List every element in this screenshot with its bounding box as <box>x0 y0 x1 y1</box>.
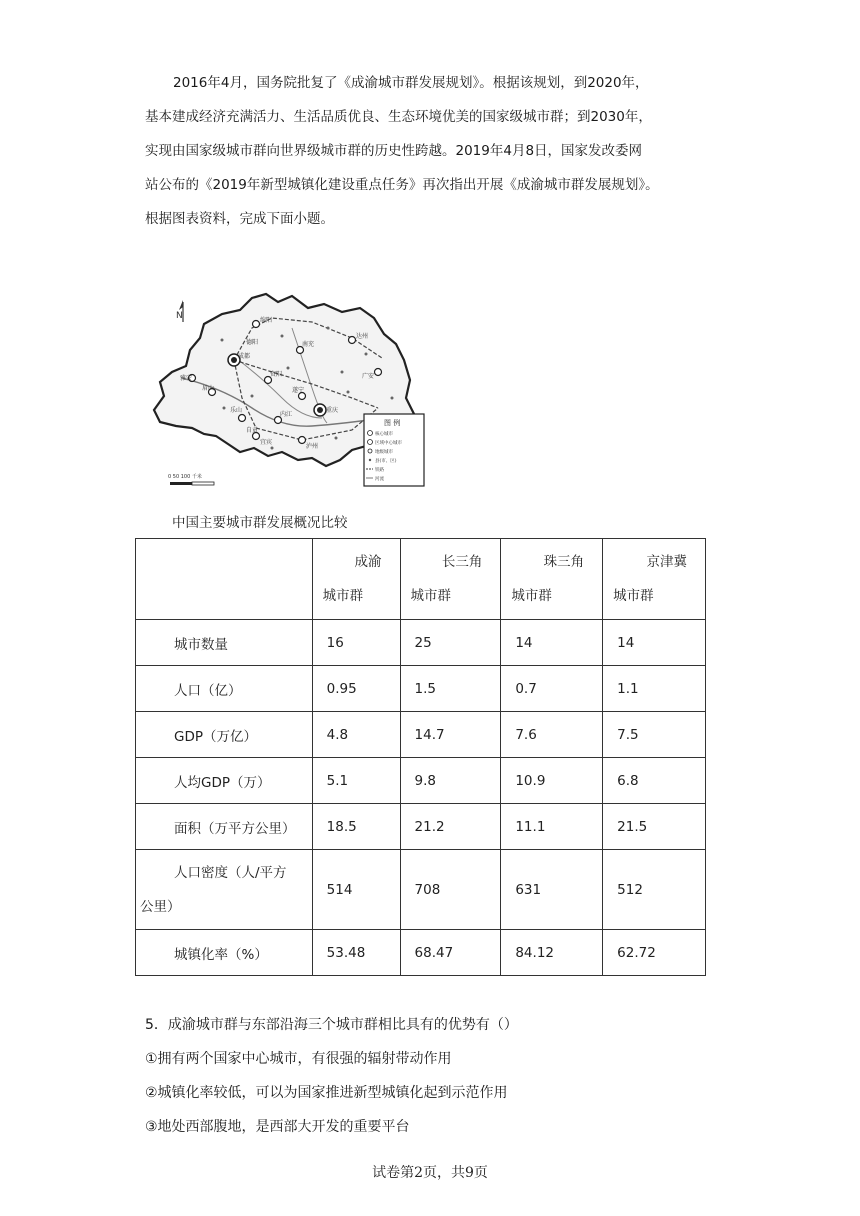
table-cell: 1.5 <box>400 666 501 712</box>
map-figure <box>152 288 437 496</box>
svg-text:雅安: 雅安 <box>180 375 193 382</box>
table-cell: 14 <box>501 620 603 666</box>
table-cell: 84.12 <box>501 930 603 976</box>
row-label: GDP（万亿） <box>136 712 313 758</box>
table-cell: 0.7 <box>501 666 603 712</box>
table-cell: 1.1 <box>603 666 706 712</box>
table-row <box>136 620 706 666</box>
legend-title: 图 例 <box>384 419 401 427</box>
table-cell: 21.5 <box>603 804 706 850</box>
table-cell: 7.5 <box>603 712 706 758</box>
svg-text:地级城市: 地级城市 <box>375 450 393 455</box>
row-label: 人口密度（人/平方 公里） <box>136 850 313 930</box>
svg-text:广安: 广安 <box>362 373 375 380</box>
svg-text:乐山: 乐山 <box>230 407 243 414</box>
table-cell: 11.1 <box>501 804 603 850</box>
table-row <box>136 930 706 976</box>
page-footer: 试卷第2页，共9页 <box>372 1165 488 1181</box>
header-cell: 成渝 城市群 <box>312 539 400 620</box>
svg-text:南充: 南充 <box>302 341 315 348</box>
row-label: 城市数量 <box>136 620 313 666</box>
table-cell: 631 <box>501 850 603 930</box>
header-corner-cell <box>136 539 313 620</box>
table-cell: 708 <box>400 850 501 930</box>
table-cell: 9.8 <box>400 758 501 804</box>
question-option: ①拥有两个国家中心城市，有很强的辐射带动作用 <box>145 1051 452 1067</box>
table-cell: 53.48 <box>312 930 400 976</box>
table-cell: 10.9 <box>501 758 603 804</box>
svg-text:成都: 成都 <box>238 353 251 360</box>
svg-text:眉山: 眉山 <box>202 385 215 392</box>
table-cell: 21.2 <box>400 804 501 850</box>
table-row <box>136 666 706 712</box>
scale-label: 0 50 100 千米 <box>168 474 202 480</box>
table-cell: 25 <box>400 620 501 666</box>
intro-line: 2016年4月，国务院批复了《成渝城市群发展规划》。根据该规划，到2020年， <box>173 75 649 91</box>
row-label: 人均GDP（万） <box>136 758 313 804</box>
table-cell: 18.5 <box>312 804 400 850</box>
table-cell: 62.72 <box>603 930 706 976</box>
table-cell: 514 <box>312 850 400 930</box>
question-option: ②城镇化率较低，可以为国家推进新型城镇化起到示范作用 <box>145 1085 508 1101</box>
svg-text:资阳: 资阳 <box>270 371 283 378</box>
svg-text:达州: 达州 <box>356 333 369 340</box>
intro-paragraph <box>145 66 725 236</box>
intro-line: 基本建成经济充满活力、生活品质优良、生态环境优美的国家级城市群；到2030年， <box>145 109 652 125</box>
scale-bar <box>168 473 214 485</box>
table-row <box>136 804 706 850</box>
intro-line: 站公布的《2019年新型城镇化建设重点任务》再次指出开展《成渝城市群发展规划》。 <box>145 177 659 193</box>
header-cell: 珠三角 城市群 <box>501 539 603 620</box>
intro-line: 根据图表资料，完成下面小题。 <box>145 211 334 227</box>
svg-text:内江: 内江 <box>280 411 293 418</box>
table-row <box>136 850 706 930</box>
table-cell: 14 <box>603 620 706 666</box>
table-cell: 4.8 <box>312 712 400 758</box>
table-cell: 14.7 <box>400 712 501 758</box>
comparison-table <box>135 538 706 976</box>
table-title: 中国主要城市群发展概况比较 <box>172 515 348 531</box>
map-legend <box>364 414 424 486</box>
table-cell: 6.8 <box>603 758 706 804</box>
row-label: 人口（亿） <box>136 666 313 712</box>
table-cell: 5.1 <box>312 758 400 804</box>
table-cell: 16 <box>312 620 400 666</box>
svg-text:河流: 河流 <box>375 477 384 482</box>
table-cell: 68.47 <box>400 930 501 976</box>
svg-text:重庆: 重庆 <box>326 407 339 414</box>
svg-text:核心城市: 核心城市 <box>375 432 393 437</box>
intro-line: 实现由国家级城市群向世界级城市群的历史性跨越。2019年4月8日，国家发改委网 <box>145 143 643 159</box>
north-arrow-icon <box>176 300 183 322</box>
table-cell: 7.6 <box>501 712 603 758</box>
table-cell: 512 <box>603 850 706 930</box>
header-cell: 京津冀 城市群 <box>603 539 706 620</box>
north-label: N <box>176 311 183 321</box>
svg-text:宜宾: 宜宾 <box>260 439 273 446</box>
header-cell: 长三角 城市群 <box>400 539 501 620</box>
row-label: 城镇化率（%） <box>136 930 313 976</box>
svg-text:区域中心城市: 区域中心城市 <box>375 441 402 446</box>
question-option: ③地处西部腹地，是西部大开发的重要平台 <box>145 1119 410 1135</box>
row-label: 面积（万平方公里） <box>136 804 313 850</box>
table-cell: 0.95 <box>312 666 400 712</box>
core-city-marker <box>314 404 326 416</box>
svg-text:泸州: 泸州 <box>306 443 319 450</box>
chengyu-map <box>152 288 437 496</box>
question-stem: 5．成渝城市群与东部沿海三个城市群相比具有的优势有（） <box>145 1017 518 1033</box>
svg-text:县(市、区): 县(市、区) <box>375 459 397 464</box>
svg-text:遂宁: 遂宁 <box>292 387 305 394</box>
table-row <box>136 758 706 804</box>
svg-text:绵阳: 绵阳 <box>260 317 273 324</box>
svg-text:德阳: 德阳 <box>246 339 259 346</box>
svg-text:铁路: 铁路 <box>375 468 384 473</box>
table-header-row <box>136 539 706 620</box>
table-row <box>136 712 706 758</box>
svg-text:自贡: 自贡 <box>246 427 259 434</box>
